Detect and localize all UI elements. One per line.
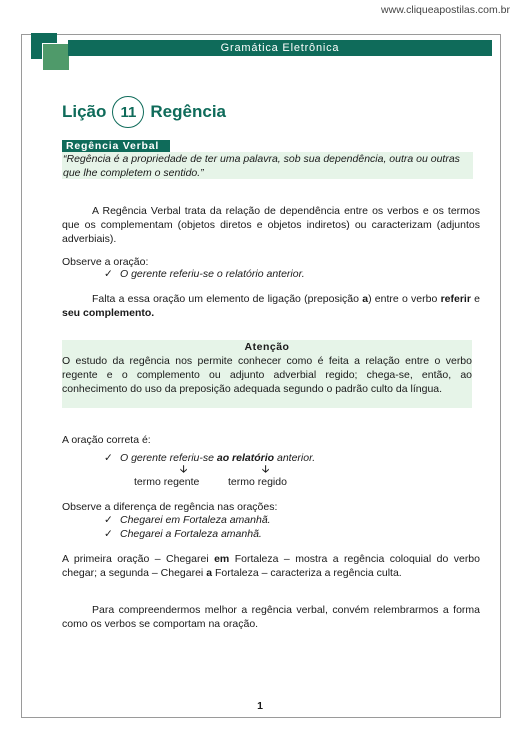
example-1: ✓ O gerente referiu-se o relatório anterior. [104, 268, 305, 280]
section-tag: Regência Verbal [62, 140, 170, 153]
definition-quote: “Regência é a propriedade de ter uma palavra, sob sua dependência, outra ou outras que lhe completem o sentido.” [62, 152, 473, 179]
correct-label: A oração correta é: [62, 434, 151, 446]
title-word-licao: Lição [62, 102, 107, 121]
attention-title: Atenção [244, 341, 290, 353]
check-icon: ✓ [104, 268, 113, 280]
term-regido: termo regido [228, 476, 287, 488]
term-regente: termo regente [134, 476, 200, 488]
site-url: www.cliqueapostilas.com.br [381, 4, 510, 16]
check-icon: ✓ [104, 514, 113, 526]
page-number: 1 [257, 700, 263, 712]
lesson-number-badge: 11 [112, 96, 144, 128]
header-banner: Gramática Eletrônica [68, 40, 492, 56]
intro-paragraph: A Regência Verbal trata da relação de dependência entre os verbos e os termos que os complementam (objetos diretos e objetos indiretos) ou caracterizam (adjuntos adverbiais). [62, 205, 480, 245]
difference-label: Observe a diferença de regência nas orações: [62, 501, 278, 513]
attention-text: O estudo da regência nos permite conhecer como é feita a relação entre o verbo regente e o complemento ou adjunto adverbial regido; chega-se, então, ao conhecimento do uso da preposição adequada segundo o padrão culto da língua. [62, 355, 472, 395]
lesson-title [62, 92, 226, 132]
closing-paragraph: Para compreendermos melhor a regência verbal, convém relembrarmos a forma como os verbos se comportam na oração. [62, 604, 480, 630]
decor-square-light [42, 43, 70, 71]
example-2: ✓ O gerente referiu-se ao relatório anterior. [104, 452, 316, 464]
arrow-down-icon: 🡣 [180, 464, 188, 475]
example-4: ✓ Chegarei a Fortaleza amanhã. [104, 528, 262, 540]
comparison-paragraph: A primeira oração – Chegarei em Fortaleza – mostra a regência coloquial do verbo chegar; a segunda – Chegarei a Fortaleza – caracteriza a regência culta. [62, 553, 480, 579]
title-word-regencia: Regência [150, 102, 226, 121]
attention-box [62, 340, 472, 408]
observe-label: Observe a oração: [62, 256, 149, 268]
check-icon: ✓ [104, 452, 113, 464]
example-3: ✓ Chegarei em Fortaleza amanhã. [104, 514, 271, 526]
missing-link-paragraph: Falta a essa oração um elemento de ligação (preposição a) entre o verbo referir e seu complemento. [62, 293, 481, 319]
check-icon: ✓ [104, 528, 113, 540]
arrow-down-icon: 🡣 [262, 464, 270, 475]
